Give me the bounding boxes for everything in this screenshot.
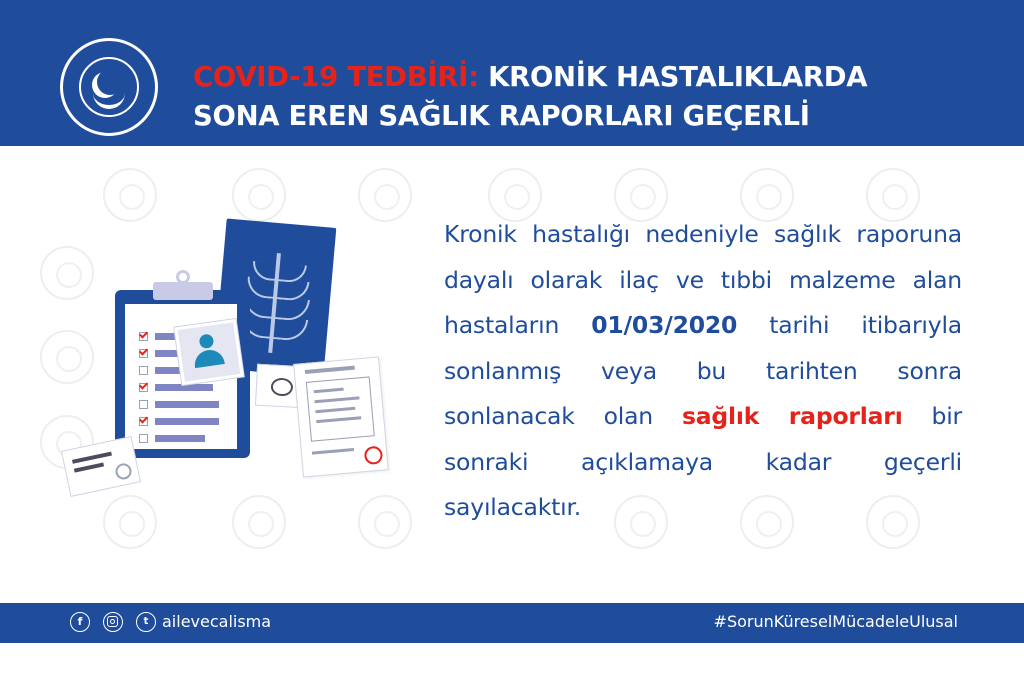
announcement-text (444, 212, 962, 531)
title-prefix: COVID-19 TEDBİRİ: (193, 61, 479, 93)
page-title (193, 58, 867, 136)
watermark-logo-icon (358, 495, 412, 549)
watermark-logo-icon (232, 168, 286, 222)
highlight-text: sağlık raporları (681, 402, 903, 430)
title-line2: SONA EREN SAĞLIK RAPORLARI GEÇERLİ (193, 100, 810, 132)
report-date: 01/03/2020 (591, 311, 738, 339)
header-banner (0, 0, 1024, 146)
title-line1: KRONİK HASTALIKLARDA (478, 61, 868, 93)
watermark-logo-icon (232, 495, 286, 549)
instagram-icon[interactable] (103, 612, 123, 632)
ministry-logo-icon (60, 38, 158, 136)
hashtag: #SorunKüreselMücadeleUlusal (713, 612, 958, 631)
footer-bar (0, 603, 1024, 643)
medical-documents-illustration (60, 215, 400, 500)
twitter-icon[interactable]: t (136, 612, 156, 632)
id-card-icon (61, 436, 141, 497)
body-part3: bir sonraki açıklamaya kadar geçerli sayılacaktır. (444, 402, 962, 521)
watermark-logo-icon (358, 168, 412, 222)
watermark-logo-icon (103, 168, 157, 222)
social-handle[interactable]: ailevecalisma (162, 612, 272, 631)
crescent-icon (97, 69, 123, 95)
logo-emblem (79, 57, 139, 117)
report-document-icon (293, 356, 389, 477)
facebook-icon[interactable]: f (70, 612, 90, 632)
body-part1: Kronik hastalığı nedeniyle sağlık raporuna dayalı olarak ilaç ve tıbbi malzeme alan hastaların (444, 220, 962, 339)
body-part2: tarihi itibarıyla sonlanmış veya bu tarihten sonra sonlanacak olan (444, 311, 962, 430)
patient-photo-icon (174, 319, 243, 385)
stamp-icon (364, 446, 384, 466)
watermark-logo-icon (103, 495, 157, 549)
hands-icon (93, 93, 125, 109)
